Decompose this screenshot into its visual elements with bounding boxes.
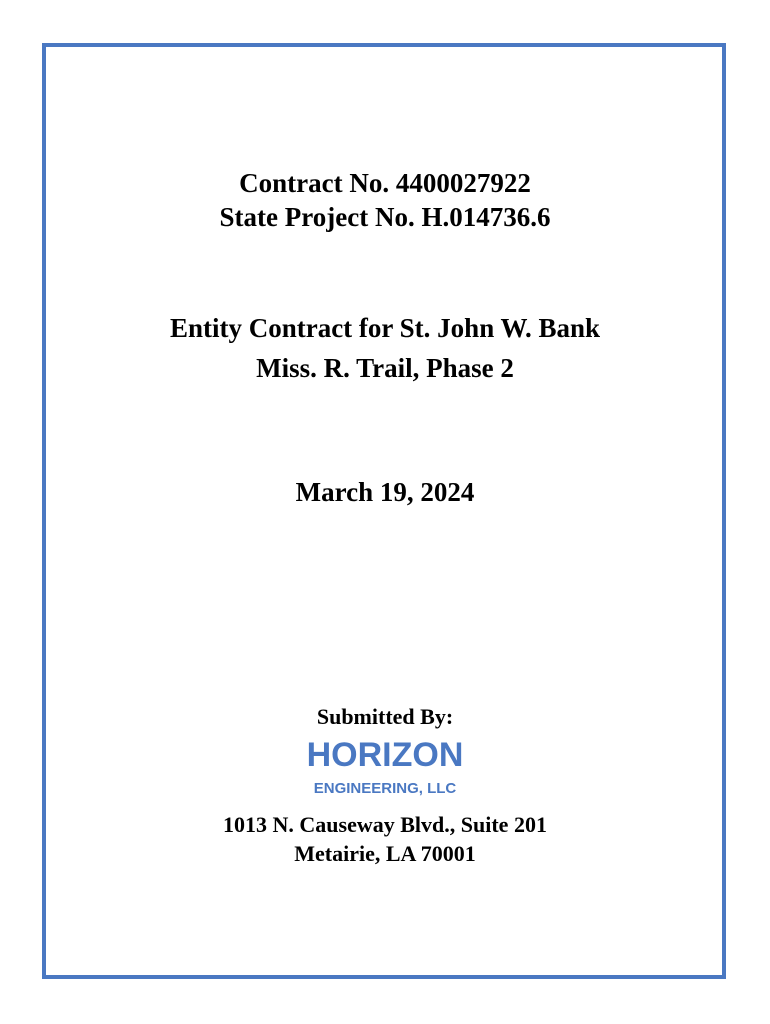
submitted-by-label: Submitted By: [316, 704, 454, 729]
document-date: March 19, 2024 [295, 477, 475, 507]
state-project-number: State Project No. H.014736.6 [219, 202, 551, 232]
contract-title-line1: Entity Contract for St. John W. Bank [169, 313, 601, 343]
address-line2: Metairie, LA 70001 [294, 841, 476, 866]
company-logo-name: HORIZON [306, 736, 464, 774]
contract-number: Contract No. 4400027922 [239, 168, 531, 198]
address-line1: 1013 N. Causeway Blvd., Suite 201 [223, 812, 547, 837]
contract-title-line2: Miss. R. Trail, Phase 2 [256, 353, 514, 383]
company-logo-subtitle: ENGINEERING, LLC [313, 780, 457, 797]
